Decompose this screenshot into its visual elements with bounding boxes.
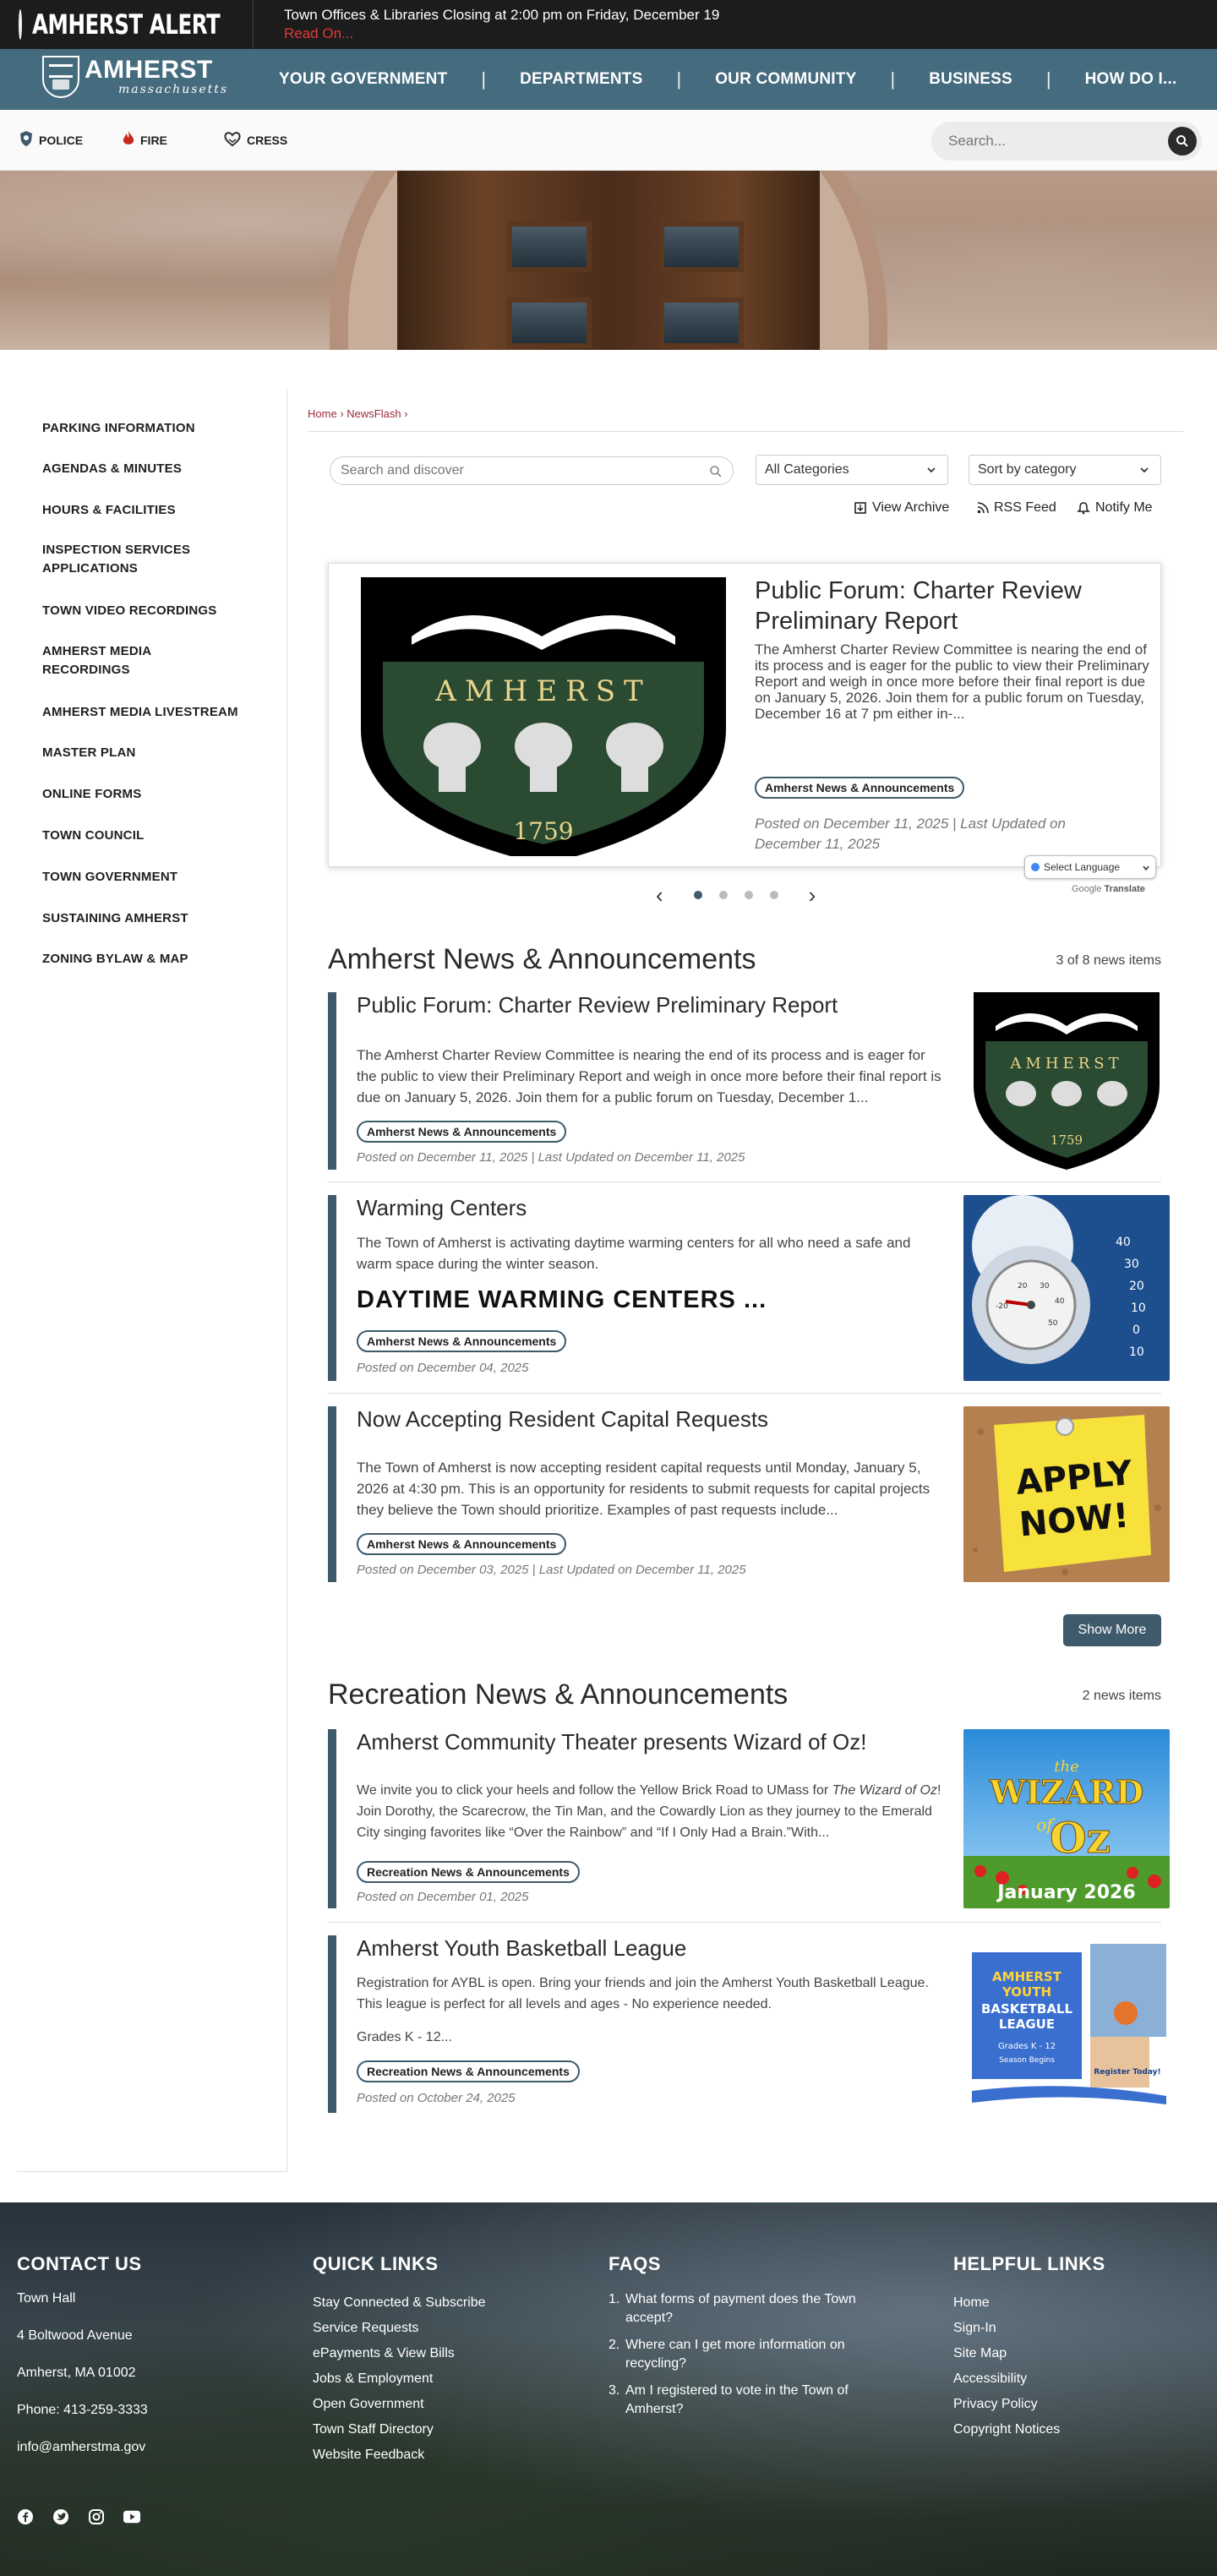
news-item-title[interactable]: Now Accepting Resident Capital Requests [357, 1406, 769, 1432]
svg-text:YOUTH: YOUTH [1001, 1984, 1052, 2000]
quick-link-cress[interactable] [223, 130, 287, 150]
slider-dot[interactable] [694, 891, 702, 899]
footer-link-accessibility[interactable]: Accessibility [953, 2371, 1028, 2386]
amherst-seal-icon [970, 992, 1163, 1170]
svg-text:Register Today!: Register Today! [1094, 2068, 1161, 2077]
wizard-of-oz-poster-image [963, 1729, 1170, 1908]
recreation-section-count: 2 news items [1082, 1689, 1161, 1703]
svg-text:1759: 1759 [1050, 1132, 1083, 1148]
nav-separator: | [481, 68, 487, 90]
faq-item[interactable] [608, 2290, 887, 2328]
facebook-icon[interactable] [17, 2508, 34, 2525]
news-item-text: The Town of Amherst is now accepting resident capital requests until Monday, January 5, 2026 at 4:30 pm. This is an opportunity for residents to submit requests for capital projects they believe the Town should prioritize. Examples of past requests include... [357, 1460, 930, 1518]
svg-text:BASKETBALL: BASKETBALL [980, 2001, 1073, 2017]
news-item-text: The Amherst Charter Review Committee is nearing the end of its process and is eager for the public to view their Preliminary Report and weigh in once more before their final report is due on January 5, 2026. Join them for a public forum on Tuesday, December 1... [357, 1047, 941, 1105]
svg-text:10: 10 [1129, 1345, 1144, 1359]
quick-bar [0, 110, 1217, 171]
logo-subtitle: massachusetts [118, 83, 229, 96]
breadcrumb-home[interactable]: Home [308, 407, 337, 420]
faq-question: Am I registered to vote in the Town of Amherst? [625, 2383, 849, 2416]
sidebar-item-hours[interactable]: HOURS & FACILITIES [42, 503, 176, 517]
svg-text:Season Begins: Season Begins [999, 2056, 1055, 2065]
alert-message [254, 6, 719, 43]
view-archive-label: View Archive [872, 500, 950, 515]
recreation-section-title: Recreation News & Announcements [328, 1678, 789, 1711]
slider-dot[interactable] [719, 891, 728, 899]
featured-slider [328, 563, 1161, 867]
svg-text:January 2026: January 2026 [997, 1882, 1136, 1903]
svg-text:NOW!: NOW! [1018, 1496, 1131, 1545]
site-search-button[interactable] [1168, 127, 1197, 156]
powered-by-word: Translate [1104, 884, 1145, 894]
alert-siren-icon [19, 9, 22, 40]
social-links [17, 2508, 159, 2525]
alert-read-on-link[interactable]: Read On... [284, 25, 354, 41]
sidebar-item-media-recordings[interactable]: AMHERST MEDIA RECORDINGS [42, 644, 151, 677]
faq-question: What forms of payment does the Town accept? [625, 2292, 856, 2325]
footer-link-site-map[interactable]: Site Map [953, 2346, 1007, 2360]
sidebar-item-parking[interactable]: PARKING INFORMATION [42, 421, 195, 435]
news-item-date: Posted on December 04, 2025 [357, 1361, 529, 1375]
svg-text:of: of [1036, 1815, 1053, 1835]
sidebar-item-sustaining[interactable]: SUSTAINING AMHERST [42, 911, 188, 925]
featured-title[interactable]: Public Forum: Charter Review Preliminary Report [755, 577, 1082, 635]
quick-link-label: POLICE [39, 133, 84, 147]
flame-icon [122, 130, 135, 150]
faq-item[interactable] [608, 2382, 887, 2419]
footer-faqs [608, 2253, 887, 2427]
nav-separator: | [1045, 68, 1051, 90]
footer-contact [17, 2253, 148, 2456]
news-item-title[interactable]: Warming Centers [357, 1195, 527, 1220]
footer-phone[interactable]: Phone: 413-259-3333 [17, 2403, 148, 2417]
rss-feed-link[interactable] [977, 500, 1056, 516]
svg-text:-20: -20 [996, 1302, 1008, 1311]
footer-link-sign-in[interactable]: Sign-In [953, 2321, 996, 2335]
nav-links [279, 49, 1176, 110]
faq-number: 2. [608, 2338, 620, 2352]
news-item-text: Registration for AYBL is open. Bring your friends and join the Amherst Youth Basketball League. This league is perfect for all levels and ages - No experience needed. [357, 1976, 929, 2011]
footer-link-service-requests[interactable]: Service Requests [313, 2321, 419, 2335]
footer-link-website-feedback[interactable]: Website Feedback [313, 2448, 425, 2462]
svg-text:AMHERST: AMHERST [435, 674, 652, 708]
instagram-icon[interactable] [88, 2508, 105, 2525]
footer [0, 2202, 1217, 2576]
news-item-text-part: ! Join Dorothy, the Scarecrow, the Tin Man, and the Cowardly Lion as they journey to the Emerald City singing favorites like “Over the Rainbow” and “If I Only Had a Brain.”With... [357, 1783, 941, 1840]
news-item-image[interactable] [963, 1729, 1170, 1908]
svg-text:30: 30 [1040, 1282, 1050, 1291]
sidebar-item-zoning[interactable]: ZONING BYLAW & MAP [42, 952, 188, 966]
news-item-heading: DAYTIME WARMING CENTERS ... [357, 1286, 767, 1313]
svg-text:10: 10 [1131, 1302, 1146, 1315]
show-more-button[interactable]: Show More [1063, 1614, 1161, 1646]
quick-link-police[interactable] [19, 130, 83, 150]
breadcrumb [308, 407, 408, 420]
footer-link-staff-directory[interactable]: Town Staff Directory [313, 2422, 434, 2437]
faq-question: Where can I get more information on recycling? [625, 2338, 845, 2371]
notify-me-link[interactable] [1077, 500, 1153, 516]
nav-how-do-i[interactable]: HOW DO I... [1084, 70, 1177, 88]
nav-departments[interactable]: DEPARTMENTS [520, 70, 643, 88]
svg-text:Oz: Oz [1050, 1813, 1111, 1863]
news-item-tag[interactable]: Amherst News & Announcements [357, 1533, 566, 1555]
news-item [328, 1195, 1161, 1381]
breadcrumb-newsflash[interactable]: NewsFlash [347, 407, 401, 420]
footer-link-copyright[interactable]: Copyright Notices [953, 2422, 1061, 2437]
sidebar [17, 389, 287, 2172]
news-item [328, 1935, 1161, 2113]
news-item [328, 1729, 1161, 1908]
amherst-seal-icon [361, 577, 726, 856]
news-item-text [357, 1780, 948, 1843]
news-search-input[interactable] [341, 463, 696, 478]
sidebar-item-media-livestream[interactable]: AMHERST MEDIA LIVESTREAM [42, 705, 238, 719]
sidebar-item-agendas[interactable]: AGENDAS & MINUTES [42, 461, 183, 476]
news-item-date: Posted on December 01, 2025 [357, 1890, 529, 1904]
svg-text:LEAGUE: LEAGUE [998, 2017, 1056, 2032]
sidebar-item-inspection[interactable]: INSPECTION SERVICES APPLICATIONS [42, 543, 191, 576]
news-item-date: Posted on October 24, 2025 [357, 2091, 516, 2105]
news-item-tag[interactable]: Recreation News & Announcements [357, 1861, 580, 1883]
news-item-title[interactable]: Amherst Youth Basketball League [357, 1935, 687, 1961]
search-icon[interactable] [709, 465, 723, 478]
hero-window [659, 297, 744, 348]
featured-tag[interactable]: Amherst News & Announcements [755, 777, 964, 799]
powered-by-google: Google [1072, 884, 1102, 894]
faq-item[interactable] [608, 2336, 887, 2373]
news-divider [328, 1393, 1161, 1394]
news-item-image[interactable] [963, 1935, 1170, 2113]
basketball-league-poster-image [963, 1935, 1170, 2113]
nav-separator: | [676, 68, 682, 90]
youtube-icon[interactable] [123, 2508, 140, 2525]
footer-faqs-title: FAQS [608, 2253, 661, 2274]
nav-your-government[interactable]: YOUR GOVERNMENT [279, 70, 448, 88]
hero-window [659, 221, 744, 272]
logo-name: AMHERST [85, 56, 213, 84]
sidebar-item-town-council[interactable]: TOWN COUNCIL [42, 828, 145, 843]
search-icon [1176, 134, 1189, 148]
slider-controls [656, 884, 816, 906]
news-item [328, 992, 1161, 1170]
alert-brand[interactable] [0, 0, 254, 49]
svg-text:WIZARD: WIZARD [989, 1773, 1144, 1811]
twitter-icon[interactable] [52, 2508, 69, 2525]
footer-quick-title: QUICK LINKS [313, 2253, 439, 2274]
footer-link-jobs[interactable]: Jobs & Employment [313, 2371, 434, 2386]
footer-link-open-government[interactable]: Open Government [313, 2397, 424, 2411]
news-item-text: The Town of Amherst is activating daytime warming centers for all who need a safe and warm space during the winter season. [357, 1235, 911, 1272]
footer-email-link[interactable]: info@amherstma.gov [17, 2440, 146, 2454]
news-search [330, 456, 734, 485]
view-archive-link[interactable] [854, 500, 949, 516]
sort-select[interactable] [969, 455, 1161, 485]
svg-text:40: 40 [1055, 1297, 1065, 1306]
sidebar-item-master-plan[interactable]: MASTER PLAN [42, 745, 136, 760]
police-badge-icon [19, 130, 34, 150]
footer-contact-line: Amherst, MA 01002 [17, 2366, 136, 2380]
slider-next-arrow-icon[interactable]: › [808, 882, 816, 908]
news-item-title[interactable]: Public Forum: Charter Review Preliminary Report [357, 992, 838, 1018]
sidebar-item-online-forms[interactable]: ONLINE FORMS [42, 787, 142, 801]
heart-hands-icon [223, 130, 242, 150]
news-item-date: Posted on December 03, 2025 | Last Updated on December 11, 2025 [357, 1563, 746, 1577]
category-select[interactable] [756, 455, 948, 485]
svg-text:APPLY: APPLY [1014, 1454, 1134, 1503]
chevron-down-icon [1138, 464, 1150, 476]
sidebar-item-town-government[interactable]: TOWN GOVERNMENT [42, 870, 178, 884]
news-item-text-more: Grades K - 12... [357, 2030, 452, 2044]
news-item-tag[interactable]: Amherst News & Announcements [357, 1121, 566, 1143]
notify-me-label: Notify Me [1095, 500, 1153, 515]
slider-dot[interactable] [770, 891, 778, 899]
slider-dot[interactable] [745, 891, 753, 899]
featured-image[interactable] [361, 577, 726, 856]
news-item-image[interactable] [963, 1406, 1170, 1582]
footer-contact-line: 4 Boltwood Avenue [17, 2328, 133, 2343]
archive-icon [854, 501, 867, 515]
site-search [931, 122, 1202, 161]
powered-by-translate [1072, 884, 1145, 894]
alert-bar [0, 0, 1217, 49]
svg-text:20: 20 [1018, 1282, 1028, 1291]
news-section-title: Amherst News & Announcements [328, 943, 756, 975]
breadcrumb-separator: › [340, 407, 344, 420]
footer-contact-title: CONTACT US [17, 2253, 142, 2274]
hero-window [507, 221, 592, 272]
svg-text:AMHERST: AMHERST [1010, 1055, 1123, 1072]
svg-text:the: the [1054, 1758, 1079, 1776]
hero-door [397, 171, 820, 350]
svg-text:30: 30 [1124, 1258, 1139, 1271]
sidebar-item-town-video[interactable]: TOWN VIDEO RECORDINGS [42, 603, 217, 618]
faq-number: 1. [608, 2292, 620, 2306]
thermometer-image [963, 1195, 1170, 1381]
nav-separator: | [890, 68, 896, 90]
svg-text:40: 40 [1116, 1236, 1131, 1249]
rss-icon [977, 502, 989, 514]
footer-quick-links [313, 2253, 486, 2468]
news-item-image[interactable] [970, 992, 1163, 1170]
bell-icon [1077, 501, 1090, 515]
svg-text:AMHERST: AMHERST [992, 1969, 1061, 1984]
sort-select-value: Sort by category [978, 462, 1077, 477]
news-item-image[interactable] [963, 1195, 1170, 1381]
site-search-input[interactable] [931, 133, 1151, 150]
alert-message-text: Town Offices & Libraries Closing at 2:00 pm on Friday, December 19 [284, 7, 720, 23]
news-item-date: Posted on December 11, 2025 | Last Updated on December 11, 2025 [357, 1150, 745, 1165]
hero-window [507, 297, 592, 348]
nav-business[interactable]: BUSINESS [929, 70, 1012, 88]
news-divider [328, 1922, 1161, 1923]
news-item [328, 1406, 1161, 1582]
news-item-text-part: We invite you to click your heels and follow the Yellow Brick Road to UMass for [357, 1783, 832, 1798]
quick-link-label: FIRE [140, 133, 167, 147]
breadcrumb-separator: › [404, 407, 408, 420]
main-nav [0, 49, 1217, 110]
news-section-count: 3 of 8 news items [1056, 953, 1161, 968]
language-select[interactable] [1024, 855, 1156, 879]
site-logo[interactable] [42, 56, 228, 98]
footer-contact-line: Town Hall [17, 2291, 76, 2306]
quick-link-label: CRESS [247, 133, 288, 147]
nav-our-community[interactable]: OUR COMMUNITY [715, 70, 857, 88]
footer-link-epayments[interactable]: ePayments & View Bills [313, 2346, 455, 2360]
svg-text:1759: 1759 [513, 817, 574, 845]
footer-link-privacy[interactable]: Privacy Policy [953, 2397, 1038, 2411]
footer-helpful-title: HELPFUL LINKS [953, 2253, 1105, 2274]
svg-text:Grades K - 12: Grades K - 12 [997, 2042, 1056, 2051]
featured-text: The Amherst Charter Review Committee is nearing the end of its process and is eager for the public to view their Preliminary Report and weigh in once more before their final report is due on January 5, 2026. Join them for a public forum on Tuesday, December 16 at 7 pm either in-... [755, 641, 1149, 722]
news-item-text-emphasis: The Wizard of Oz [832, 1783, 937, 1798]
svg-text:50: 50 [1048, 1319, 1058, 1328]
footer-helpful-links [953, 2253, 1105, 2442]
svg-text:20: 20 [1129, 1280, 1144, 1293]
faq-number: 3. [608, 2383, 620, 2398]
footer-link-home[interactable]: Home [953, 2295, 990, 2310]
chevron-down-icon [1142, 864, 1150, 872]
google-g-icon [1030, 862, 1040, 872]
breadcrumb-divider [308, 431, 1183, 432]
svg-text:0: 0 [1132, 1323, 1140, 1337]
news-item-tag[interactable]: Recreation News & Announcements [357, 2060, 580, 2082]
apply-now-note-image [963, 1406, 1170, 1582]
rss-feed-label: RSS Feed [994, 500, 1056, 515]
chevron-down-icon [925, 464, 937, 476]
alert-title: AMHERST ALERT [32, 8, 221, 41]
hero-banner [0, 171, 1217, 350]
news-item-tag[interactable]: Amherst News & Announcements [357, 1330, 566, 1352]
footer-link-stay-connected[interactable]: Stay Connected & Subscribe [313, 2295, 486, 2310]
quick-link-fire[interactable] [122, 130, 167, 150]
town-seal-icon [42, 56, 79, 98]
category-select-value: All Categories [765, 462, 849, 477]
featured-date: Posted on December 11, 2025 | Last Updated on December 11, 2025 [755, 816, 1066, 852]
slider-prev-arrow-icon[interactable]: ‹ [656, 882, 663, 908]
language-select-label: Select Language [1044, 861, 1121, 873]
news-item-title[interactable]: Amherst Community Theater presents Wizard of Oz! [357, 1729, 867, 1755]
